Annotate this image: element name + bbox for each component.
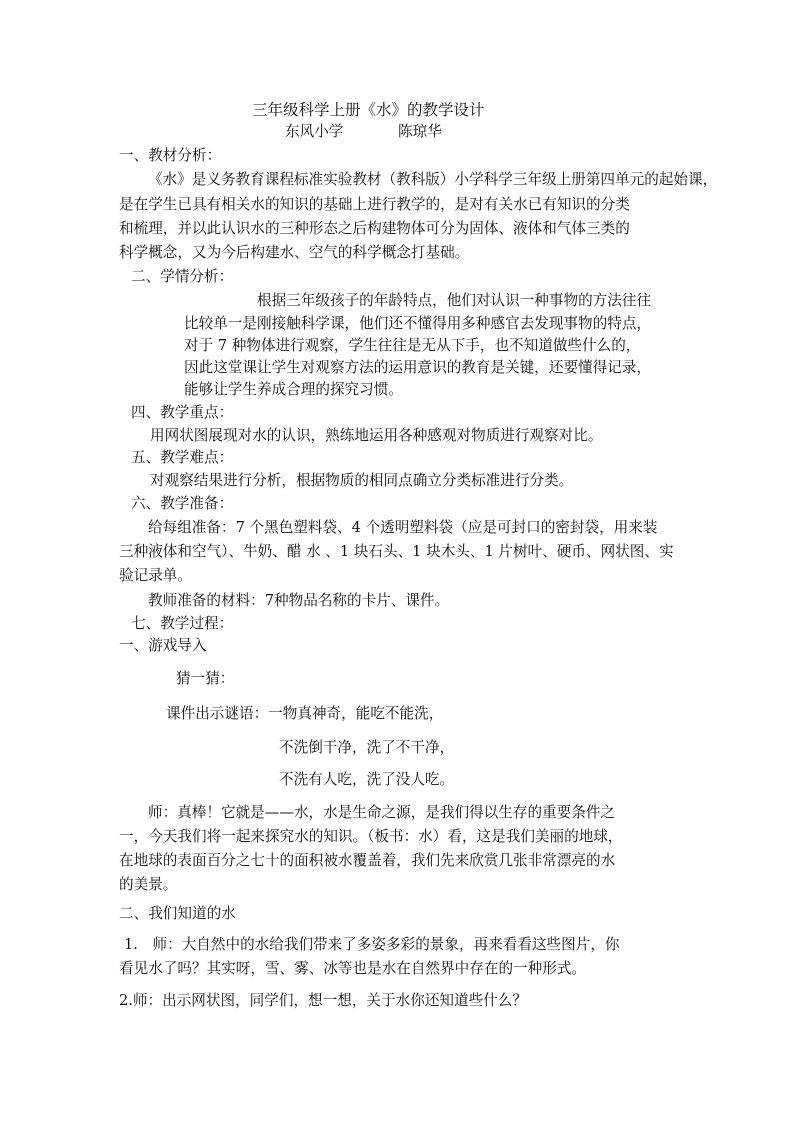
section-heading-materials: 一、教材分析： [119, 147, 222, 164]
section-heading-key-points: 四、教学重点： [131, 404, 234, 421]
materials-line: 《水》是义务教育课程标准实验教材（教科版）小学科学三年级上册第四单元的起始课， [148, 171, 718, 188]
preparation-line: 给每组准备：7 个黑色塑料袋、4 个透明塑料袋（应是可封口的密封袋，用来装 [148, 519, 658, 536]
part2-item2-line: 2.师：出示网状图，同学们，想一想，关于水你还知道些什么？ [119, 992, 527, 1009]
document-title: 三年级科学上册《水》的教学设计 [252, 101, 485, 119]
preparation-line: 验记录单。 [119, 567, 192, 584]
riddle-line: 不洗有人吃，洗了没人吃。 [279, 771, 455, 788]
section-heading-students: 二、学情分析： [131, 268, 234, 285]
process-part1-heading: 一、游戏导入 [119, 637, 207, 654]
author-name: 陈琼华 [398, 123, 442, 140]
teacher-speech-line: 一，今天我们将一起来探究水的知识。（板书：水）看，这是我们美丽的地球， [119, 828, 623, 845]
part2-item1-line: 1. 师：大自然中的水给我们带来了多姿多彩的景象，再来看看这些图片，你 [124, 936, 620, 953]
teacher-materials-line: 教师准备的材料：7种物品名称的卡片、课件。 [148, 592, 450, 609]
students-line: 能够让学生养成合理的探究习惯。 [184, 381, 403, 398]
students-line: 比较单一是刚接触科学课，他们还不懂得用多种感官去发现事物的特点， [184, 315, 652, 332]
school-name: 东风小学 [285, 123, 344, 140]
riddle-line: 不洗倒干净，洗了不干净， [279, 739, 455, 756]
riddle-line: 课件出示谜语：一物真神奇，能吃不能洗， [166, 705, 444, 722]
teacher-speech-line: 师：真棒！它就是——水，水是生命之源，是我们得以生存的重要条件之 [148, 804, 616, 821]
teacher-speech-line: 在地球的表面百分之七十的面积被水覆盖着，我们先来欣赏几张非常漂亮的水 [119, 852, 616, 869]
students-line: 根据三年级孩子的年龄特点，他们对认识一种事物的方法往往 [257, 292, 652, 309]
key-points-line: 用网状图展现对水的认识，熟练地运用各种感观对物质进行观察对比。 [150, 427, 603, 444]
materials-line: 是在学生已具有相关水的知识的基础上进行教学的，是对有关水已有知识的分类 [119, 196, 630, 213]
students-line: 因此这堂课让学生对观察方法的运用意识的教育是关键，还要懂得记录， [184, 359, 652, 376]
difficulties-line: 对观察结果进行分析，根据物质的相同点确立分类标准进行分类。 [150, 472, 574, 489]
section-heading-process: 七、教学过程： [131, 615, 234, 632]
preparation-line: 三种液体和空气）、牛奶、醋 水 、1 块石头、1 块木头、1 片树叶、硬币、网状图、实 [119, 543, 674, 560]
guess-label: 猜一猜： [176, 670, 235, 687]
section-heading-difficulties: 五、教学难点： [131, 449, 234, 466]
process-part2-heading: 二、我们知道的水 [119, 905, 236, 922]
teacher-speech-line: 的美景。 [119, 876, 178, 893]
materials-line: 和梳理，并以此认识水的三种形态之后构建物体可分为固体、液体和气体三类的 [119, 220, 630, 237]
students-line: 对于 7 种物体进行观察，学生往往是无从下手，也不知道做些什么的， [184, 337, 641, 354]
materials-line: 科学概念，又为今后构建水、空气的科学概念打基础。 [119, 244, 470, 261]
section-heading-preparation: 六、教学准备： [131, 495, 234, 512]
part2-item1-line: 看见水了吗？其实呀，雪、雾、冰等也是水在自然界中存在的一种形式。 [119, 960, 587, 977]
